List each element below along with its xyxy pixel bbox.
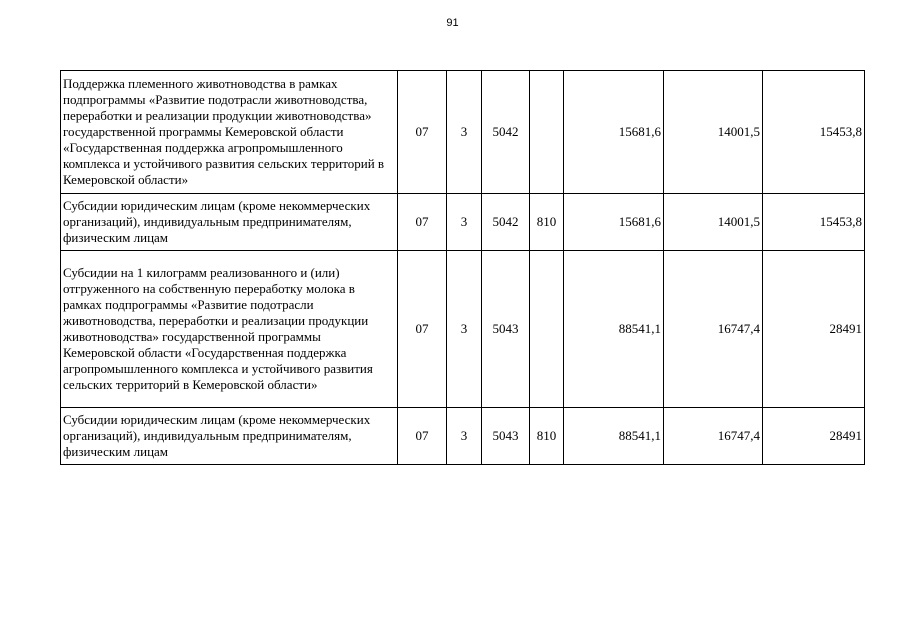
amount-year-2: 14001,5	[664, 71, 763, 194]
amount-year-1: 88541,1	[564, 408, 664, 465]
expense-type-code: 810	[530, 408, 564, 465]
table-row	[61, 194, 865, 251]
row-description: Субсидии юридическим лицам (кроме некоммерческих организаций), индивидуальным предпринимателям, физическим лицам	[61, 194, 398, 251]
expense-type-code	[530, 251, 564, 408]
amount-year-3: 28491	[763, 251, 865, 408]
expense-type-code: 810	[530, 194, 564, 251]
section-code: 07	[398, 194, 447, 251]
table-row	[61, 408, 865, 465]
row-description: Субсидии юридическим лицам (кроме некоммерческих организаций), индивидуальным предпринимателям, физическим лицам	[61, 408, 398, 465]
budget-table	[60, 70, 865, 465]
amount-year-3: 28491	[763, 408, 865, 465]
subsection-code: 3	[447, 251, 482, 408]
amount-year-1: 15681,6	[564, 71, 664, 194]
target-code: 5043	[482, 408, 530, 465]
subsection-code: 3	[447, 194, 482, 251]
table-row	[61, 71, 865, 194]
subsection-code: 3	[447, 408, 482, 465]
row-description: Поддержка племенного животноводства в рамках подпрограммы «Развитие подотрасли животноводства, переработки и реализации продукции животноводства» государственной программы Кемеровской области «Государственная поддержка агропромышленного комплекса и устойчивого развития сельских территорий в Кемеровской области»	[61, 71, 398, 194]
table-row	[61, 251, 865, 408]
section-code: 07	[398, 71, 447, 194]
amount-year-3: 15453,8	[763, 71, 865, 194]
amount-year-2: 14001,5	[664, 194, 763, 251]
subsection-code: 3	[447, 71, 482, 194]
target-code: 5043	[482, 251, 530, 408]
amount-year-2: 16747,4	[664, 251, 763, 408]
target-code: 5042	[482, 194, 530, 251]
row-description: Субсидии на 1 килограмм реализованного и (или) отгруженного на собственную переработку молока в рамках подпрограммы «Развитие подотрасли животноводства, переработки и реализации продукции животноводства» государственной программы Кемеровской области «Государственная поддержка агропромышленного комплекса и устойчивого развития сельских территорий в Кемеровской области»	[61, 251, 398, 408]
target-code: 5042	[482, 71, 530, 194]
amount-year-2: 16747,4	[664, 408, 763, 465]
amount-year-3: 15453,8	[763, 194, 865, 251]
amount-year-1: 15681,6	[564, 194, 664, 251]
amount-year-1: 88541,1	[564, 251, 664, 408]
page-number: 91	[446, 17, 459, 29]
expense-type-code	[530, 71, 564, 194]
section-code: 07	[398, 251, 447, 408]
section-code: 07	[398, 408, 447, 465]
